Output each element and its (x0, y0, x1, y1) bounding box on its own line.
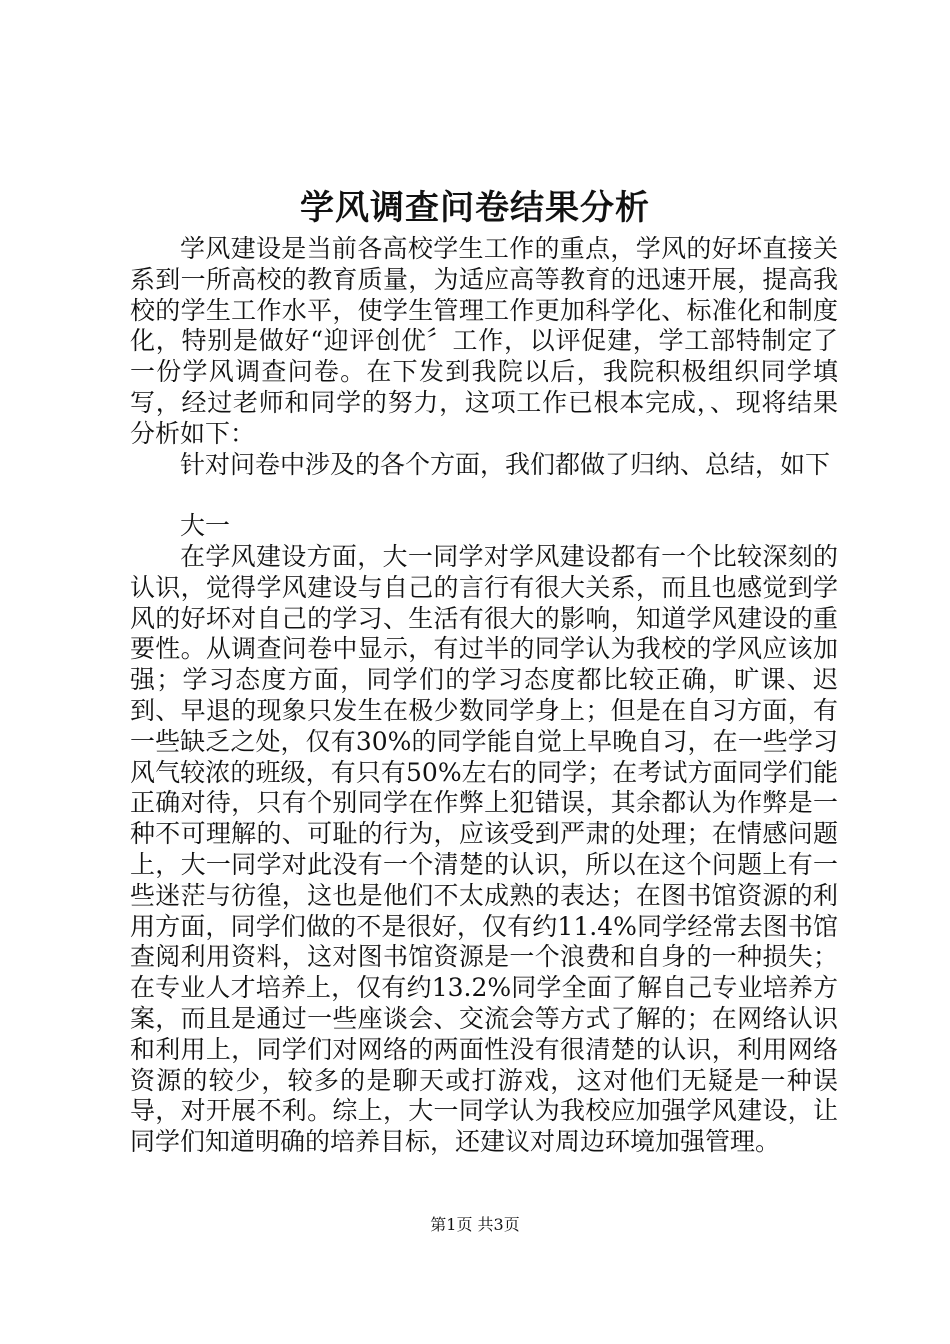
document-body (130, 234, 838, 1158)
summary-line: 针对问卷中涉及的各个方面，我们都做了归纳、总结，如下 (180, 449, 831, 479)
blank-line (130, 480, 838, 511)
intro-paragraph: 学风建设是当前各高校学生工作的重点，学风的好坏直接关系到一所高校的教育质量，为适应高等教育的迅速开展，提高我校的学生工作水平，使学生管理工作更加科学化、标准化和制度化，特别是做好“迎评创优〞工作，以评促建，学工部特制定了一份学风调查问卷。在下发到我院以后，我院积极组织同学填写，经过老师和同学的努力，这项工作已根本完成，、现将结果分析如下： (130, 234, 838, 448)
section-paragraph: 在学风建设方面，大一同学对学风建设都有一个比较深刻的认识，觉得学风建设与自己的言行有很大关系，而且也感觉到学风的好坏对自己的学习、生活有很大的影响，知道学风建设的重要性。从调查问卷中显示，有过半的同学认为我校的学风应该加强；学习态度方面，同学们的学习态度都比较正确，旷课、迟到、早退的现象只发生在极少数同学身上；但是在自习方面，有一些缺乏之处，仅有30%的同学能自觉上早晚自习，在一些学习风气较浓的班级，有只有50%左右的同学；在考试方面同学们能正确对待，只有个别同学在作弊上犯错误，其余都认为作弊是一种不可理解的、可耻的行为，应该受到严肃的处理；在情感问题上，大一同学对此没有一个清楚的认识，所以在这个问题上有一些迷茫与彷徨，这也是他们不太成熟的表达；在图书馆资源的利用方面，同学们做的不是很好，仅有约11.4%同学经常去图书馆查阅利用资料，这对图书馆资源是一个浪费和自身的一种损失；在专业人才培养上，仅有约13.2%同学全面了解自己专业培养方案，而且是通过一些座谈会、交流会等方式了解的；在网络认识和利用上，同学们对网络的两面性没有很清楚的认识，利用网络资源的较少，较多的是聊天或打游戏，这对他们无疑是一种误导，对开展不利。综上，大一同学认为我校应加强学风建设，让同学们知道明确的培养目标，还建议对周边环境加强管理。 (130, 541, 838, 1157)
section-heading: 大一 (180, 511, 231, 541)
page-footer: 第1页 共3页 (430, 1215, 520, 1234)
document-title: 学风调查问卷结果分析 (300, 188, 650, 228)
